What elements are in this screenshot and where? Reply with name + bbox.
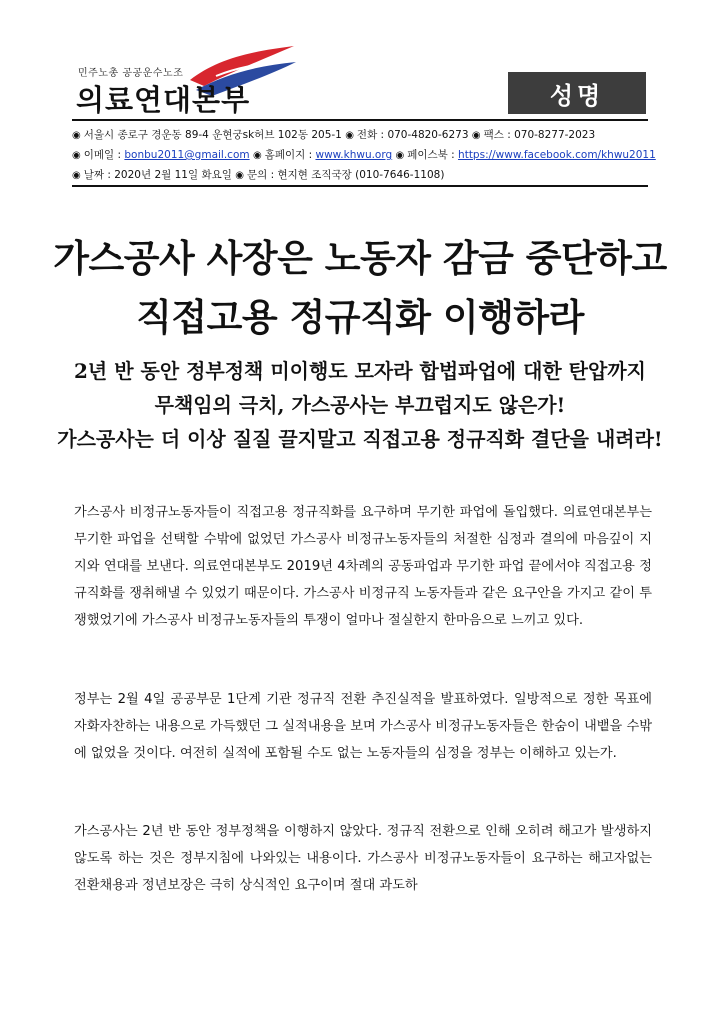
bullet-icon: ◉ — [471, 130, 481, 141]
facebook-link[interactable]: https://www.facebook.com/khwu2011 — [458, 149, 656, 161]
date: 2020년 2월 11일 화요일 — [114, 169, 232, 181]
contact-line-date — [72, 167, 662, 182]
contact-line-address — [72, 127, 662, 142]
bullet-icon: ◉ — [345, 130, 354, 141]
fax-label: 팩스 : — [483, 129, 511, 141]
bullet-icon: ◉ — [235, 170, 244, 181]
email-label: 이메일 : — [83, 149, 122, 161]
org-name: 의료연대본부 — [76, 83, 251, 117]
phone-label: 전화 : — [356, 129, 385, 141]
homepage-link[interactable]: www.khwu.org — [315, 149, 393, 161]
org-logo — [78, 40, 298, 120]
facebook-label: 페이스북 : — [407, 149, 455, 161]
body-paragraph-1: 가스공사 비정규노동자들이 직접고용 정규직화를 요구하며 무기한 파업에 돌입했다. 의료연대본부는 무기한 파업을 선택할 수밖에 없었던 가스공사 비정규노동자들의 처절한 심정과 결의에 마음깊이 지지와 연대를 보낸다. 의료연대본부도 2019년 4차례의 공동파업과 무기한 파업 끝에서야 직접고용 정규직화를 쟁취해낼 수 있었기 때문이다. 가스공사 비정규직 노동자들과 같은 요구안을 가지고 같이 투쟁했었기에 가스공사 비정규노동자들의 투쟁이 얼마나 절실한지 한마음으로 느끼고 있다. — [74, 505, 652, 628]
union-name: 민주노총 공공운수노조 — [78, 68, 184, 79]
phone: 070-4820-6273 — [387, 129, 469, 141]
subheadline-line-2: 무책임의 극치, 가스공사는 부끄럽지도 않은가! — [154, 393, 566, 417]
date-label: 날짜 : — [83, 169, 111, 181]
bullet-icon: ◉ — [72, 130, 81, 141]
contact-label: 문의 : — [246, 169, 275, 181]
bullet-icon: ◉ — [252, 150, 262, 161]
bullet-icon: ◉ — [72, 170, 81, 181]
subheadline-line-1: 2년 반 동안 정부정책 미이행도 모자라 합법파업에 대한 탄압까지 — [74, 359, 646, 383]
contact-person: 현지현 조직국장 (010-7646-1108) — [277, 169, 445, 181]
email-link[interactable]: bonbu2011@gmail.com — [124, 149, 250, 161]
contact-line-web — [72, 147, 662, 162]
statement-badge: 성명 — [508, 72, 646, 114]
header-divider-top — [72, 119, 648, 121]
header-divider-bottom — [72, 185, 648, 187]
address: 서울시 종로구 경운동 89-4 운현궁sk허브 102동 205-1 — [83, 129, 342, 141]
subheadline-line-3: 가스공사는 더 이상 질질 끌지말고 직접고용 정규직화 결단을 내려라! — [57, 427, 663, 451]
headline-line-1: 가스공사 사장은 노동자 감금 중단하고 — [53, 237, 667, 280]
body-paragraph-2: 정부는 2월 4일 공공부문 1단계 기관 정규직 전환 추진실적을 발표하였다. 일방적으로 정한 목표에 자화자찬하는 내용으로 가득했던 그 실적내용을 보며 가스공사 비정규노동자들은 한숨이 내뱉을 수밖에 없었을 것이다. 여전히 실적에 포함될 수도 없는 노동자들의 심정을 정부는 이해하고 있는가. — [74, 692, 652, 761]
fax: 070-8277-2023 — [514, 129, 596, 141]
body-paragraph-3: 가스공사는 2년 반 동안 정부정책을 이행하지 않았다. 정규직 전환으로 인해 오히려 해고가 발생하지 않도록 하는 것은 정부지침에 나와있는 내용이다. 가스공사 비정규노동자들이 요구하는 해고자없는 전환채용과 정년보장은 극히 상식적인 요구이며 절대 과도하 — [74, 824, 652, 893]
bullet-icon: ◉ — [72, 150, 81, 161]
bullet-icon: ◉ — [395, 150, 405, 161]
headline-line-2: 직접고용 정규직화 이행하라 — [136, 296, 584, 339]
homepage-label: 홈페이지 : — [264, 149, 313, 161]
